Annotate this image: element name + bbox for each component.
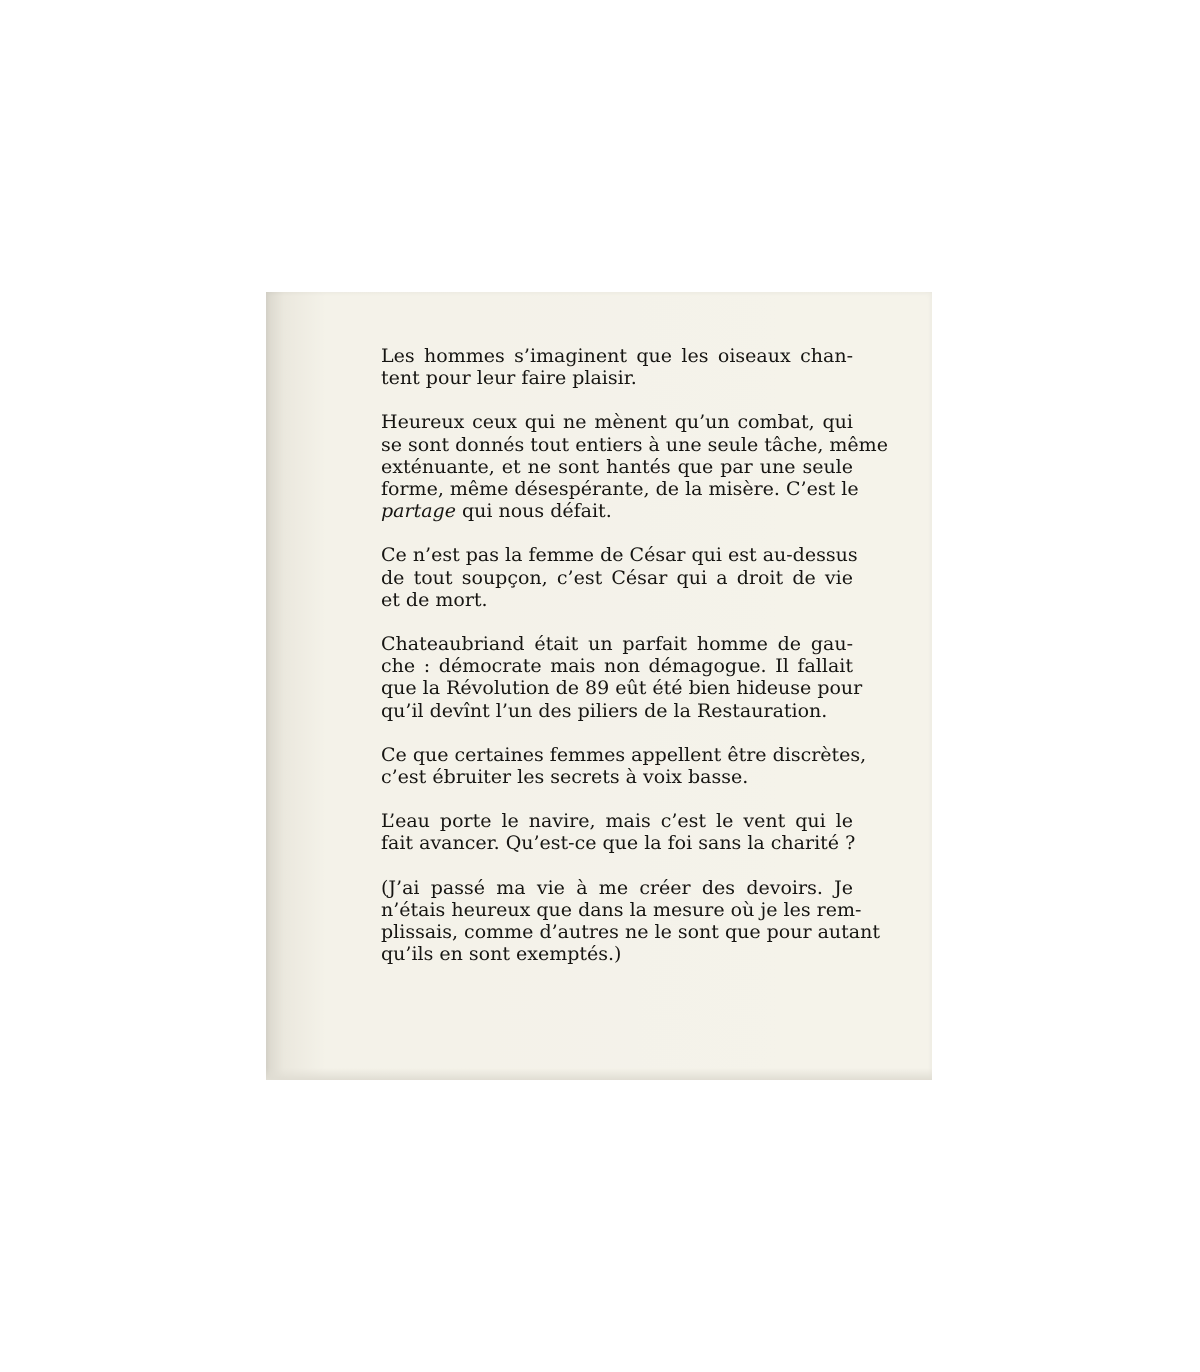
page-text: [381, 345, 888, 987]
text-line: qu’il devînt l’un des piliers de la Restauration.: [381, 699, 828, 722]
text-line: Ce que certaines femmes appellent être discrètes,: [381, 743, 867, 766]
text-line: et de mort.: [381, 588, 488, 611]
paragraph-navire: [381, 810, 856, 855]
text-line: plissais, comme d’autres ne le sont que pour autant: [381, 921, 880, 944]
text-line: qu’ils en sont exemptés.): [381, 943, 622, 966]
paragraph-birds: [381, 345, 853, 389]
text-line: (J’ai passé ma vie à me créer des devoirs. Je: [381, 876, 853, 899]
text-line: c’est ébruiter les secrets à voix basse.: [381, 766, 749, 789]
paragraph-devoirs: [381, 876, 880, 966]
paragraph-combat: [381, 411, 888, 523]
text-fragment: qui nous défait.: [455, 500, 612, 523]
text-line: L’eau porte le navire, mais c’est le vent qui le: [381, 810, 853, 833]
paragraph-chateaubriand: [381, 633, 863, 722]
text-line: se sont donnés tout entiers à une seule tâche, même: [381, 433, 888, 456]
text-line: que la Révolution de 89 eût été bien hideuse pour: [381, 677, 863, 700]
text-line: exténuante, et ne sont hantés que par une seule: [381, 455, 853, 478]
text-line: de tout soupçon, c’est César qui a droit de vie: [381, 566, 853, 589]
text-line: n’étais heureux que dans la mesure où je les rem-: [381, 898, 862, 921]
text-line: Ce n’est pas la femme de César qui est au-dessus: [381, 544, 858, 567]
text-line: Heureux ceux qui ne mènent qu’un combat, qui: [381, 411, 853, 434]
text-line: Les hommes s’imaginent que les oiseaux chan-: [381, 345, 853, 367]
book-page: [266, 292, 932, 1080]
text-line: tent pour leur faire plaisir.: [381, 367, 637, 390]
paragraph-discretes: [381, 743, 867, 789]
text-line: [381, 500, 853, 522]
italic-word: partage: [381, 500, 456, 523]
text-line: fait avancer. Qu’est-ce que la foi sans la charité ?: [381, 832, 856, 855]
text-line: che : démocrate mais non démagogue. Il fallait: [381, 655, 853, 678]
text-line: forme, même désespérante, de la misère. C’est le: [381, 478, 859, 501]
paragraph-cesar: [381, 544, 858, 611]
text-line: Chateaubriand était un parfait homme de gau-: [381, 633, 853, 656]
